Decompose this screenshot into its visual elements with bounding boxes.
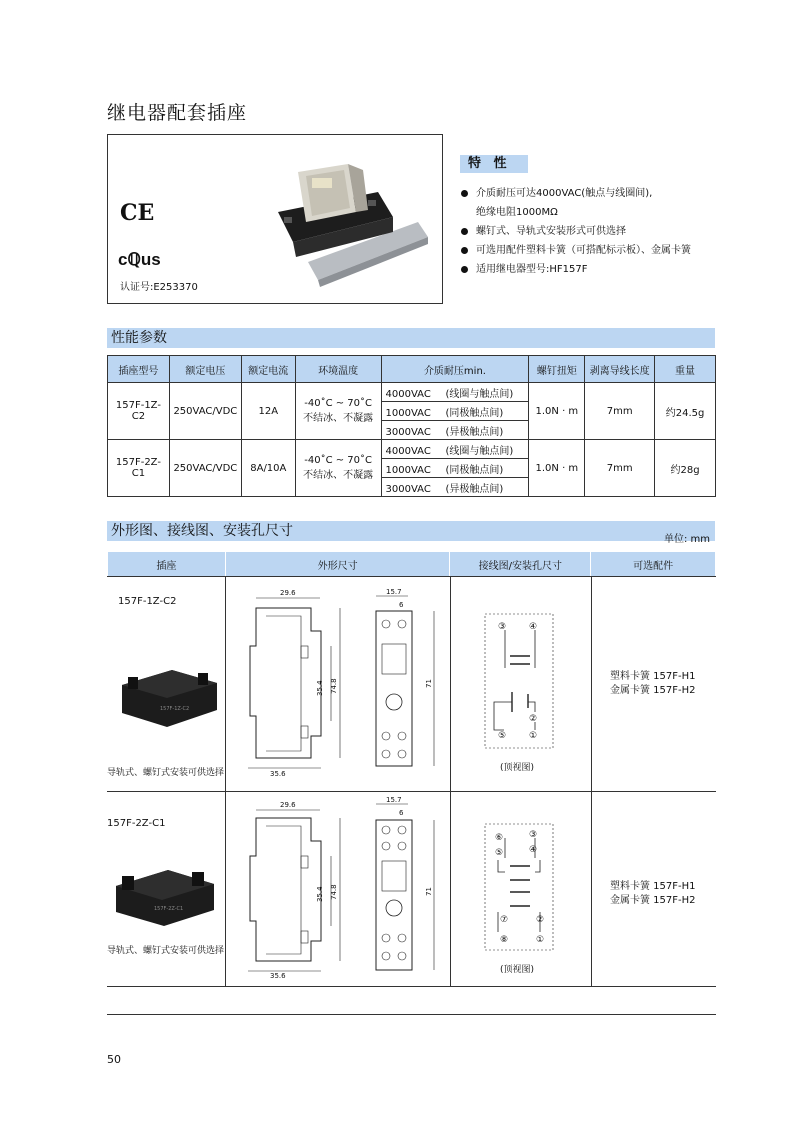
table-row bbox=[108, 383, 716, 402]
dimensions-table-header bbox=[107, 552, 716, 576]
dielectric-cell bbox=[381, 440, 529, 459]
current-cell: 8A/10A bbox=[241, 440, 295, 497]
dielectric-desc: (同极触点间) bbox=[445, 407, 504, 419]
unit-label: 单位: mm bbox=[664, 534, 711, 545]
dielectric-desc: (线圈与触点间) bbox=[445, 388, 514, 400]
dim-label: 35.4 bbox=[316, 886, 324, 902]
dim-label: 35.4 bbox=[316, 680, 324, 696]
dielectric-desc: (线圈与触点间) bbox=[445, 445, 514, 457]
column-header: 插座型号 bbox=[108, 356, 170, 383]
torque-cell: 1.0N · m bbox=[529, 383, 585, 440]
socket-model-label: 157F-2Z-C1 bbox=[107, 818, 166, 829]
weight-cell: 约28g bbox=[655, 440, 716, 497]
socket-model-label: 157F-1Z-C2 bbox=[118, 596, 177, 607]
accessory-item: 塑料卡簧 157F-H1 bbox=[610, 671, 696, 682]
dielectric-value: 3000VAC bbox=[385, 426, 431, 438]
features-heading: 特 性 bbox=[460, 155, 528, 173]
current-cell: 12A bbox=[241, 383, 295, 440]
performance-table bbox=[107, 355, 716, 497]
torque-cell: 1.0N · m bbox=[529, 440, 585, 497]
dielectric-desc: (异极触点间) bbox=[445, 483, 504, 495]
page-number: 50 bbox=[107, 1053, 121, 1066]
socket-caption: 导轨式、螺钉式安装可供选择 bbox=[107, 768, 225, 778]
temperature-cell bbox=[295, 383, 381, 440]
dim-label: 35.6 bbox=[270, 770, 286, 778]
temperature-range: -40˚C ~ 70˚C bbox=[304, 455, 373, 466]
pin-label: ② bbox=[529, 714, 538, 724]
voltage-cell: 250VAC/VDC bbox=[169, 440, 241, 497]
dim-label: 6 bbox=[399, 601, 404, 609]
pin-label: ⑥ bbox=[495, 833, 504, 843]
pin-label: ④ bbox=[529, 845, 538, 855]
dim-label: 29.6 bbox=[280, 589, 296, 597]
performance-heading: 性能参数 bbox=[107, 328, 715, 348]
dim-label: 15.7 bbox=[386, 796, 402, 804]
dim-label: 35.6 bbox=[270, 972, 286, 980]
column-header: 接线图/安装孔尺寸 bbox=[450, 552, 591, 576]
dim-label: 15.7 bbox=[386, 588, 402, 596]
temperature-note: 不结冰、不凝露 bbox=[303, 470, 374, 481]
column-header: 重量 bbox=[655, 356, 716, 383]
divider bbox=[450, 576, 451, 986]
socket-photo bbox=[108, 858, 220, 928]
column-header: 螺钉扭矩 bbox=[529, 356, 585, 383]
accessory-item: 塑料卡簧 157F-H1 bbox=[610, 881, 696, 892]
dielectric-desc: (同极触点间) bbox=[445, 464, 504, 476]
column-header: 环境温度 bbox=[295, 356, 381, 383]
strip-length-cell: 7mm bbox=[585, 440, 655, 497]
table-row bbox=[108, 440, 716, 459]
dielectric-value: 4000VAC bbox=[385, 388, 431, 400]
column-header: 外形尺寸 bbox=[225, 552, 450, 576]
column-header: 剥离导线长度 bbox=[585, 356, 655, 383]
pin-label: ① bbox=[536, 935, 545, 945]
dielectric-cell bbox=[381, 402, 529, 421]
divider bbox=[107, 576, 716, 577]
model-cell: 157F-1Z-C2 bbox=[108, 383, 170, 440]
certificate-number: 认证号:E253370 bbox=[120, 282, 198, 293]
table-header-row bbox=[108, 356, 716, 383]
pin-label: ④ bbox=[529, 622, 538, 632]
strip-length-cell: 7mm bbox=[585, 383, 655, 440]
accessories-list bbox=[610, 670, 696, 698]
ul-mark-icon: cℚus bbox=[118, 250, 161, 269]
socket-photo bbox=[112, 655, 222, 730]
pin-label: ③ bbox=[498, 622, 507, 632]
divider bbox=[591, 576, 592, 986]
feature-item: 螺钉式、导轨式安装形式可供选择 bbox=[460, 222, 730, 241]
dimensions-heading: 外形图、接线图、安装孔尺寸 bbox=[107, 521, 715, 541]
dielectric-value: 3000VAC bbox=[385, 483, 431, 495]
wiring-diagram bbox=[480, 612, 560, 752]
view-label: (顶视图) bbox=[500, 763, 535, 773]
feature-item: 介质耐压可达4000VAC(触点与线圈间), bbox=[460, 184, 730, 203]
page-title: 继电器配套插座 bbox=[107, 102, 248, 124]
outline-drawing bbox=[236, 586, 446, 781]
pin-label: ⑤ bbox=[498, 731, 507, 741]
view-label: (顶视图) bbox=[500, 965, 535, 975]
dielectric-value: 1000VAC bbox=[385, 407, 431, 419]
dim-label: 74.8 bbox=[330, 884, 338, 900]
dielectric-desc: (异极触点间) bbox=[445, 426, 504, 438]
relay-socket-photo bbox=[268, 162, 428, 292]
feature-item-continued: 绝缘电阻1000MΩ bbox=[476, 207, 558, 218]
accessory-item: 金属卡簧 157F-H2 bbox=[610, 895, 696, 906]
socket-caption: 导轨式、螺钉式安装可供选择 bbox=[107, 946, 225, 956]
dim-label: 29.6 bbox=[280, 801, 296, 809]
dielectric-cell bbox=[381, 478, 529, 497]
temperature-note: 不结冰、不凝露 bbox=[303, 413, 374, 424]
dielectric-cell bbox=[381, 459, 529, 478]
divider bbox=[107, 986, 716, 987]
footer-divider bbox=[107, 1014, 716, 1015]
accessories-list bbox=[610, 880, 696, 908]
column-header: 可选配件 bbox=[591, 552, 716, 576]
dielectric-value: 4000VAC bbox=[385, 445, 431, 457]
dielectric-cell bbox=[381, 383, 529, 402]
dielectric-value: 1000VAC bbox=[385, 464, 431, 476]
feature-item: 适用继电器型号:HF157F bbox=[460, 260, 730, 279]
pin-label: ⑤ bbox=[495, 848, 504, 858]
voltage-cell: 250VAC/VDC bbox=[169, 383, 241, 440]
dim-label: 74.8 bbox=[330, 678, 338, 694]
model-cell: 157F-2Z-C1 bbox=[108, 440, 170, 497]
column-header: 额定电压 bbox=[169, 356, 241, 383]
dim-label: 71 bbox=[425, 679, 433, 688]
temperature-range: -40˚C ~ 70˚C bbox=[304, 398, 373, 409]
dim-label: 71 bbox=[425, 887, 433, 896]
temperature-cell bbox=[295, 440, 381, 497]
pin-label: ① bbox=[529, 731, 538, 741]
accessory-item: 金属卡簧 157F-H2 bbox=[610, 685, 696, 696]
dielectric-cell bbox=[381, 421, 529, 440]
weight-cell: 约24.5g bbox=[655, 383, 716, 440]
column-header: 额定电流 bbox=[241, 356, 295, 383]
pin-label: ⑦ bbox=[500, 915, 509, 925]
svg-text:157F-1Z-C2: 157F-1Z-C2 bbox=[160, 706, 190, 712]
column-header: 插座 bbox=[108, 552, 226, 576]
svg-text:157F-2Z-C1: 157F-2Z-C1 bbox=[154, 906, 184, 912]
dim-label: 6 bbox=[399, 809, 404, 817]
pin-label: ② bbox=[536, 915, 545, 925]
features-list bbox=[460, 184, 730, 279]
outline-drawing bbox=[236, 796, 446, 981]
pin-label: ③ bbox=[529, 830, 538, 840]
column-header: 介质耐压min. bbox=[381, 356, 529, 383]
divider bbox=[107, 791, 716, 792]
divider bbox=[225, 576, 226, 986]
pin-label: ⑧ bbox=[500, 935, 509, 945]
wiring-diagram bbox=[480, 822, 560, 954]
feature-item: 可选用配件塑料卡簧（可搭配标示板）、金属卡簧 bbox=[460, 241, 730, 260]
ce-mark-icon: CE bbox=[120, 200, 155, 226]
